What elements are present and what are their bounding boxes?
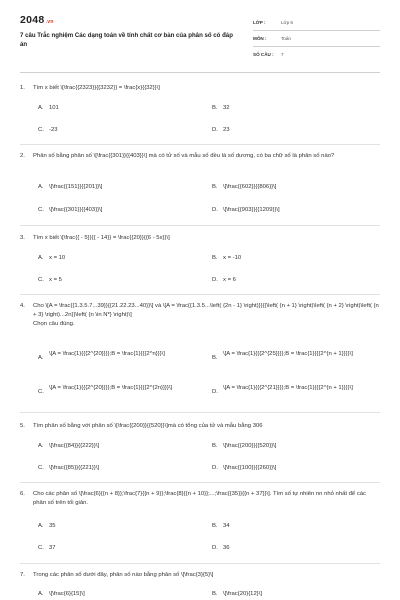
choice-label: B. [212, 591, 218, 597]
question-text: Tìm x biết \[\frac{{2323}}{{3232}} = \frac{x}{{32}}\] [33, 85, 160, 91]
question-instruction: Chọn câu đúng. [33, 321, 75, 327]
question-2-choice-c[interactable] [38, 206, 199, 215]
choice-text: \[A = \frac{1}{{{2^{25}}}};B = \frac{1}{{{2^{n + 1}}}}\] [223, 351, 353, 357]
question-divider [20, 412, 380, 413]
question-text: Tìm x biết \[\frac{{ - 5}}{{ - 14}} = \frac{{20}}{{6 - 5x}}\] [33, 235, 170, 241]
meta-key: LỚP : [253, 20, 266, 25]
header-divider [20, 72, 380, 73]
choice-text: \[\frac{{602}}{{806}}\] [223, 184, 277, 190]
choice-text: \[\frac{{903}}{{1209}}\] [223, 207, 280, 213]
question-4 [20, 302, 380, 329]
choice-label: D. [212, 277, 218, 283]
choice-label: D. [212, 465, 218, 471]
question-divider [20, 144, 380, 145]
choice-label: A. [38, 184, 44, 190]
question-7 [20, 571, 380, 580]
question-divider [20, 225, 380, 226]
question-5-choice-a[interactable] [38, 442, 199, 451]
question-5 [20, 422, 380, 431]
choice-text: \[\frac{6}{15}\] [49, 591, 85, 597]
meta-key: MÔN : [253, 36, 267, 41]
question-2-choice-b[interactable] [212, 183, 373, 192]
question-divider [20, 563, 380, 564]
question-6-choice-d[interactable] [212, 544, 373, 553]
question-number: 1. [20, 85, 25, 91]
choice-text: \[\frac{{84}}{{222}}\] [49, 443, 100, 449]
choice-text: \[\frac{{200}}{{520}}\] [223, 443, 277, 449]
question-4-choice-c[interactable] [38, 384, 199, 397]
question-7-choice-b[interactable] [212, 590, 373, 599]
choice-text: \[\frac{{100}}{{260}}\] [223, 465, 277, 471]
question-number: 2. [20, 153, 25, 159]
choice-label: D. [212, 207, 218, 213]
question-1-choice-d[interactable] [212, 126, 373, 135]
meta-key: SỐ CÂU : [253, 52, 274, 57]
choice-text: \[\frac{{85}}{{221}}\] [49, 465, 100, 471]
choice-text: \[A = \frac{1}{{{2^{20}}}};B = \frac{1}{{{2^{2n}}}}\] [49, 385, 173, 391]
logo-text: 2048 [20, 14, 45, 26]
choice-label: C. [38, 545, 44, 551]
question-4-choice-a[interactable] [38, 350, 199, 363]
choice-label: B. [212, 443, 218, 449]
question-divider [20, 482, 380, 483]
question-number: 5. [20, 423, 25, 429]
choice-label: C. [38, 127, 44, 133]
question-text: Tìm phân số bằng với phân số \[\frac{{200}}{{520}}\]mà có tổng của tử và mẫu bằng 306 [33, 423, 263, 429]
choice-text: 23 [223, 127, 230, 133]
question-4-choice-d[interactable] [212, 384, 373, 397]
question-1-choice-c[interactable] [38, 126, 199, 135]
choice-label: D. [212, 389, 218, 395]
question-divider [20, 294, 380, 295]
meta-value: Toán [281, 36, 291, 41]
choice-label: A. [38, 255, 44, 261]
choice-label: C. [38, 277, 44, 283]
choice-text: \[\frac{{301}}{{403}}\] [49, 207, 103, 213]
choice-label: D. [212, 127, 218, 133]
choice-label: B. [212, 523, 218, 529]
choice-label: C. [38, 207, 44, 213]
document-meta [253, 15, 380, 62]
choice-label: A. [38, 105, 44, 111]
question-text: Phân số bằng phân số \[\frac{{301}}{{403}}\] mà có tử số và mẫu số đều là số dương, có ba chữ số là phân số nào? [33, 153, 335, 159]
question-2-choice-a[interactable] [38, 183, 199, 192]
question-2-choice-d[interactable] [212, 206, 373, 215]
question-5-choice-c[interactable] [38, 464, 199, 473]
choice-label: A. [38, 591, 44, 597]
question-3-choice-b[interactable] [212, 254, 373, 263]
question-1-choice-a[interactable] [38, 104, 199, 113]
choice-text: 34 [223, 523, 230, 529]
question-3 [20, 234, 380, 243]
question-text: Cho \[A = \frac{{1.3.5.7...39}}{{21.22.23...40}}\] và \[A = \frac{{1.3.5...\left( {2n - 1} \right)}}{{\left( {n + 1} \right)\left( {n + 2} \right)\left( {n + 3} \right)...2n}}\left( {n \in N*} \right)\] [33, 303, 379, 318]
choice-text: \[\frac{20}{12}\] [223, 591, 262, 597]
choice-label: C. [38, 389, 44, 395]
question-7-choice-a[interactable] [38, 590, 199, 599]
site-logo[interactable] [20, 14, 54, 26]
choice-text: x = 6 [223, 277, 236, 283]
question-5-choice-b[interactable] [212, 442, 373, 451]
choice-label: A. [38, 523, 44, 529]
question-6-choice-c[interactable] [38, 544, 199, 553]
question-number: 7. [20, 572, 25, 578]
question-text: Cho các phân số \[\frac{6}{{n + 8}};\frac{7}{{n + 9}};\frac{8}{{n + 10}};...;\frac{{35}}{{n + 37}}\]. Tìm số tự nhiên nn nhỏ nhất để các phân số trên tối giản. [33, 491, 366, 506]
document-title: 7 câu Trắc nghiệm Các dạng toán về tính chất cơ bản của phân số có đáp án [20, 32, 233, 48]
question-1-choice-b[interactable] [212, 104, 373, 113]
question-6 [20, 490, 380, 508]
choice-label: A. [38, 355, 44, 361]
choice-text: 35 [49, 523, 56, 529]
choice-label: D. [212, 545, 218, 551]
question-4-choice-b[interactable] [212, 350, 373, 363]
choice-text: x = 10 [49, 255, 66, 261]
meta-row-count [253, 47, 380, 62]
document-header [20, 14, 380, 64]
question-6-choice-b[interactable] [212, 522, 373, 531]
choice-label: B. [212, 355, 218, 361]
choice-label: B. [212, 184, 218, 190]
choice-text: 37 [49, 545, 56, 551]
question-3-choice-c[interactable] [38, 276, 199, 285]
choice-text: x = -10 [223, 255, 242, 261]
choice-label: A. [38, 443, 44, 449]
choice-text: 36 [223, 545, 230, 551]
question-3-choice-d[interactable] [212, 276, 373, 285]
choice-text: \[A = \frac{1}{{{2^{21}}}};B = \frac{1}{{{2^{n + 1}}}}\] [223, 385, 353, 391]
meta-value: 7 [281, 52, 284, 57]
question-number: 4. [20, 303, 25, 309]
choice-text: -23 [49, 127, 58, 133]
choice-label: B. [212, 255, 218, 261]
question-5-choice-d[interactable] [212, 464, 373, 473]
question-2 [20, 152, 380, 161]
meta-value: Lớp 6 [281, 20, 293, 25]
meta-row-subject [253, 31, 380, 47]
question-number: 6. [20, 491, 25, 497]
choice-text: x = 5 [49, 277, 62, 283]
choice-text: 101 [49, 105, 59, 111]
question-text: Trong các phân số dưới đây, phân số nào bằng phân số \[\frac{3}{5}\] [33, 572, 214, 578]
logo-tld: .vn [45, 19, 54, 25]
choice-text: \[\frac{{151}}{{201}}\] [49, 184, 103, 190]
question-6-choice-a[interactable] [38, 522, 199, 531]
choice-text: 32 [223, 105, 230, 111]
question-number: 3. [20, 235, 25, 241]
choice-label: C. [38, 465, 44, 471]
choice-text: \[A = \frac{1}{{{2^{20}}}};B = \frac{1}{{{2^n}}}\] [49, 351, 165, 357]
meta-row-grade [253, 15, 380, 31]
choice-label: B. [212, 105, 218, 111]
question-3-choice-a[interactable] [38, 254, 199, 263]
question-1 [20, 84, 380, 93]
